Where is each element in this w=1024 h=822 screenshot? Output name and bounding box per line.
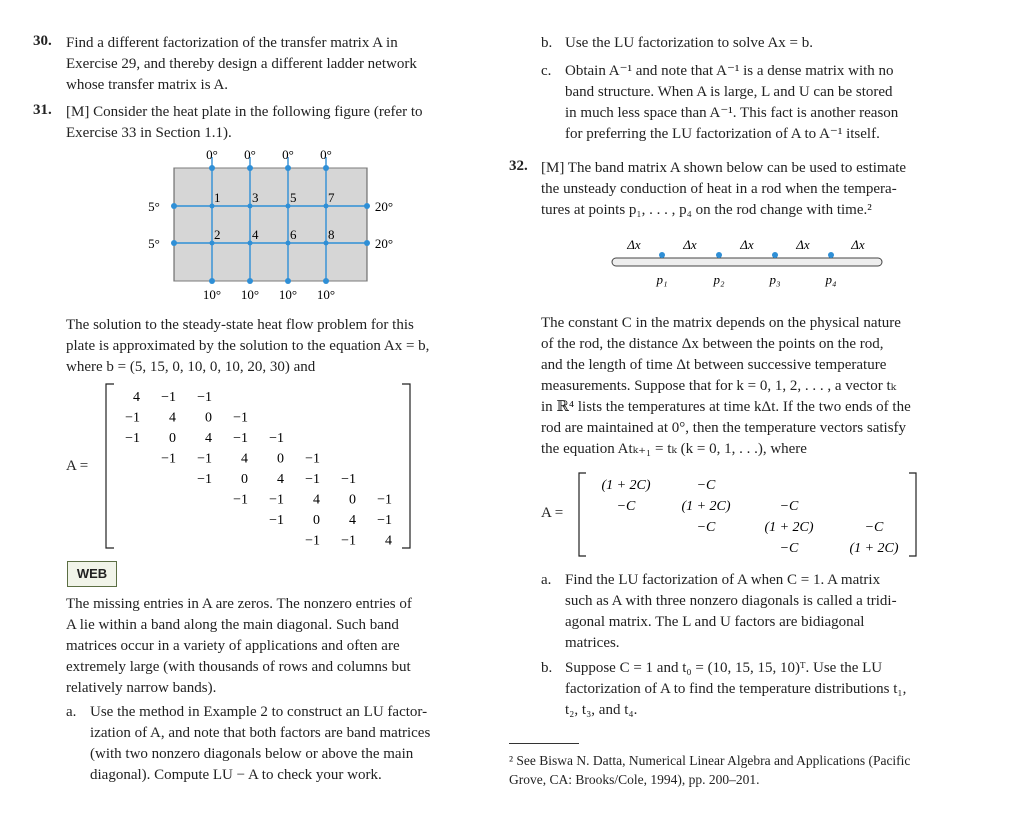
matrix-entry: −1	[269, 492, 284, 508]
text-line: band structure. When A is large, L and U can be stored	[565, 84, 893, 100]
text-line: the unsteady conduction of heat in a rod when the tempera-	[541, 181, 897, 197]
text-line: A lie within a band along the main diagonal. Such band	[66, 617, 399, 633]
text-line: the equation Atₖ₊₁ = tₖ (k = 0, 1, . . .), where	[541, 441, 807, 457]
node-label: 5	[290, 190, 297, 205]
top-temp-label: 0°	[320, 147, 332, 162]
exercise-30-number: 30.	[33, 33, 52, 49]
point-label: p₄	[825, 272, 837, 287]
text-line: The constant C in the matrix depends on the physical nature	[541, 315, 901, 331]
matrix-entry: −1	[341, 472, 356, 487]
text-line: of the rod, the distance Δx between the points on the rod,	[541, 336, 884, 352]
text-line: tures at points p₁, . . . , p₄ on the rod change with time.²	[541, 202, 872, 218]
text-line: Use the method in Example 2 to construct an LU factor-	[90, 704, 428, 720]
matrix-entry: −1	[125, 410, 140, 426]
text-line: [M] The band matrix A shown below can be used to estimate	[541, 160, 907, 176]
matrix-a-label: A =	[541, 505, 564, 521]
left-bracket	[579, 473, 586, 556]
text-line: The missing entries in A are zeros. The nonzero entries of	[66, 596, 412, 612]
plate-rect	[174, 168, 367, 281]
text-line: agonal matrix. The L and U factors are bidiagonal	[565, 614, 865, 630]
matrix-entry: −1	[233, 410, 248, 426]
ex31-part-c-text	[565, 61, 953, 145]
left-temp-label: 5°	[148, 236, 160, 251]
text-line: matrices.	[565, 635, 620, 651]
text-line: Suppose C = 1 and t₀ = (10, 15, 15, 10)ᵀ. Use the LU	[565, 660, 883, 676]
node-label: 3	[252, 190, 259, 205]
matrix-entry: 4	[241, 451, 248, 467]
node-label: 7	[328, 190, 335, 205]
matrix-entry: −C	[864, 520, 884, 535]
ex31-part-c-label: c.	[541, 63, 552, 79]
matrix-entry: 4	[277, 472, 284, 487]
matrix-entry: 0	[313, 513, 320, 528]
point-label: p₂	[713, 272, 725, 287]
ex32-part-a-text	[565, 570, 953, 654]
matrix-entry: −1	[233, 492, 248, 508]
right-bracket	[909, 473, 916, 556]
matrix-entry: 4	[385, 533, 392, 549]
text-line: whose transfer matrix is A.	[66, 77, 229, 93]
exercise-31-body	[66, 315, 478, 378]
point-label: p₃	[769, 272, 781, 287]
top-temp-label: 0°	[282, 147, 294, 162]
matrix-entry: −1	[197, 451, 212, 467]
top-temp-label: 0°	[244, 147, 256, 162]
exercise-31-intro	[66, 102, 478, 144]
band-matrices-paragraph	[66, 594, 478, 699]
delta-x-label: Δx	[851, 237, 865, 252]
matrix-entry: −1	[233, 431, 248, 446]
matrix-entries	[125, 390, 392, 549]
ex32-part-a-label: a.	[541, 572, 552, 588]
text-line: relatively narrow bands).	[66, 680, 217, 696]
point-label: p₁	[656, 272, 668, 287]
rod-points	[659, 252, 834, 258]
matrix-entry: −C	[779, 499, 799, 514]
rod-figure	[600, 232, 900, 292]
matrix-entry: −1	[197, 472, 212, 487]
matrix-entry: −C	[696, 520, 716, 535]
delta-x-label: Δx	[796, 237, 810, 252]
text-line: extremely large (with thousands of rows and columns but	[66, 659, 411, 675]
text-line: Find a different factorization of the transfer matrix A in	[66, 35, 398, 51]
text-line: rod are maintained at 0°, then the temperature vectors satisfy	[541, 420, 907, 436]
text-line: Find the LU factorization of A when C = 1. A matrix	[565, 572, 881, 588]
matrix-entry: (1 + 2C)	[681, 499, 731, 514]
text-line: matrices occur in a variety of applications and often are	[66, 638, 400, 654]
matrix-entry: 4	[169, 410, 176, 426]
matrix-entry: 4	[313, 492, 320, 508]
heat-plate-figure	[140, 145, 410, 303]
left-bracket	[106, 384, 114, 548]
text-line: and the length of time Δt between successive temperature	[541, 357, 887, 373]
matrix-entry: −1	[305, 533, 320, 549]
exercise-32-number: 32.	[509, 158, 528, 174]
ex31-part-b-label: b.	[541, 35, 553, 51]
text-line: [M] Consider the heat plate in the following figure (refer to	[66, 104, 423, 120]
text-line: factorization of A to find the temperature distributions t₁,	[565, 681, 907, 697]
matrix-entry: −1	[161, 390, 176, 405]
right-bracket	[402, 384, 410, 548]
node-label: 1	[214, 190, 221, 205]
matrix-a-label: A =	[66, 458, 89, 474]
matrix-entry: 0	[241, 472, 248, 487]
matrix-entry: 0	[349, 492, 356, 508]
text-line: for preferring the LU factorization of A to A⁻¹ itself.	[565, 126, 880, 142]
text-line: Obtain A⁻¹ and note that A⁻¹ is a dense matrix with no	[565, 63, 894, 79]
right-temp-label: 20°	[374, 199, 394, 214]
rod-bar	[612, 258, 882, 266]
text-line: Use the LU factorization to solve Ax = b.	[565, 35, 813, 51]
exercise-32-body	[541, 313, 953, 460]
text-line: The solution to the steady-state heat flow problem for this	[66, 317, 414, 333]
matrix-entry: −1	[305, 451, 320, 467]
matrix-entry: 0	[277, 451, 284, 467]
matrix-entries	[601, 478, 898, 556]
matrix-entry: −1	[305, 472, 320, 487]
band-matrix-8x8	[100, 380, 420, 552]
text-line: plate is approximated by the solution to the equation Ax = b,	[66, 338, 430, 354]
bottom-temp-label: 10°	[240, 287, 260, 302]
top-temp-label: 0°	[206, 147, 218, 162]
bottom-temp-label: 10°	[278, 287, 298, 302]
ex32-part-b-text	[565, 658, 953, 721]
ex31-part-b-text	[565, 33, 953, 54]
node-label: 2	[214, 227, 221, 242]
bottom-temp-label: 10°	[202, 287, 222, 302]
text-line: ization of A, and note that both factors are band matrices	[90, 725, 431, 741]
text-line: where b = (5, 15, 0, 10, 0, 10, 20, 30) and	[66, 359, 316, 375]
tridiagonal-matrix-4x4	[574, 470, 924, 560]
right-temp-label: 20°	[374, 236, 394, 251]
text-line: measurements. Suppose that for k = 0, 1, 2, . . . , a vector tₖ	[541, 378, 897, 394]
text-line: Exercise 33 in Section 1.1).	[66, 125, 232, 141]
matrix-entry: 4	[205, 431, 212, 446]
delta-x-label: Δx	[627, 237, 641, 252]
text-line: such as A with three nonzero diagonals is called a tridi-	[565, 593, 897, 609]
text-line: Grove, CA: Brooks/Cole, 1994), pp. 200–201.	[509, 772, 760, 787]
exercise-31-number: 31.	[33, 102, 52, 118]
node-label: 4	[252, 227, 259, 242]
node-label: 8	[328, 227, 335, 242]
text-line: t₂, t₃, and t₄.	[565, 702, 638, 718]
text-line: diagonal). Compute LU − A to check your work.	[90, 767, 382, 783]
matrix-entry: −C	[696, 478, 716, 493]
matrix-entry: 0	[205, 410, 212, 426]
matrix-entry: 4	[133, 390, 140, 405]
matrix-entry: −1	[341, 533, 356, 549]
footnote	[509, 751, 959, 789]
matrix-entry: −1	[377, 513, 392, 528]
exercise-32-intro	[541, 158, 953, 221]
node-label: 6	[290, 227, 297, 242]
matrix-entry: −1	[125, 431, 140, 446]
ex32-part-b-label: b.	[541, 660, 553, 676]
ex31-part-a-label: a.	[66, 704, 77, 720]
matrix-entry: 4	[349, 513, 356, 528]
ex31-part-a-text	[90, 702, 478, 786]
matrix-entry: (1 + 2C)	[849, 541, 899, 556]
delta-x-label: Δx	[683, 237, 697, 252]
text-line: in much less space than A⁻¹. This fact is another reason	[565, 105, 899, 121]
matrix-entry: −C	[779, 541, 799, 556]
text-line: ² See Biswa N. Datta, Numerical Linear Algebra and Applications (Pacific	[509, 753, 911, 768]
matrix-entry: −C	[616, 499, 636, 514]
bottom-temp-label: 10°	[316, 287, 336, 302]
delta-x-label: Δx	[740, 237, 754, 252]
matrix-entry: −1	[377, 492, 392, 508]
matrix-entry: (1 + 2C)	[601, 478, 651, 493]
web-badge: WEB	[67, 561, 117, 587]
matrix-entry: (1 + 2C)	[764, 520, 814, 535]
matrix-entry: −1	[269, 431, 284, 446]
matrix-entry: 0	[169, 431, 176, 446]
left-temp-label: 5°	[148, 199, 160, 214]
matrix-entry: −1	[269, 513, 284, 528]
text-line: (with two nonzero diagonals below or above the main	[90, 746, 414, 762]
text-line: Exercise 29, and thereby design a different ladder network	[66, 56, 417, 72]
matrix-entry: −1	[161, 451, 176, 467]
footnote-rule	[509, 743, 579, 744]
exercise-30-text	[66, 33, 478, 96]
text-line: in ℝ⁴ lists the temperatures at time kΔt. If the two ends of the	[541, 399, 911, 415]
matrix-entry: −1	[197, 390, 212, 405]
